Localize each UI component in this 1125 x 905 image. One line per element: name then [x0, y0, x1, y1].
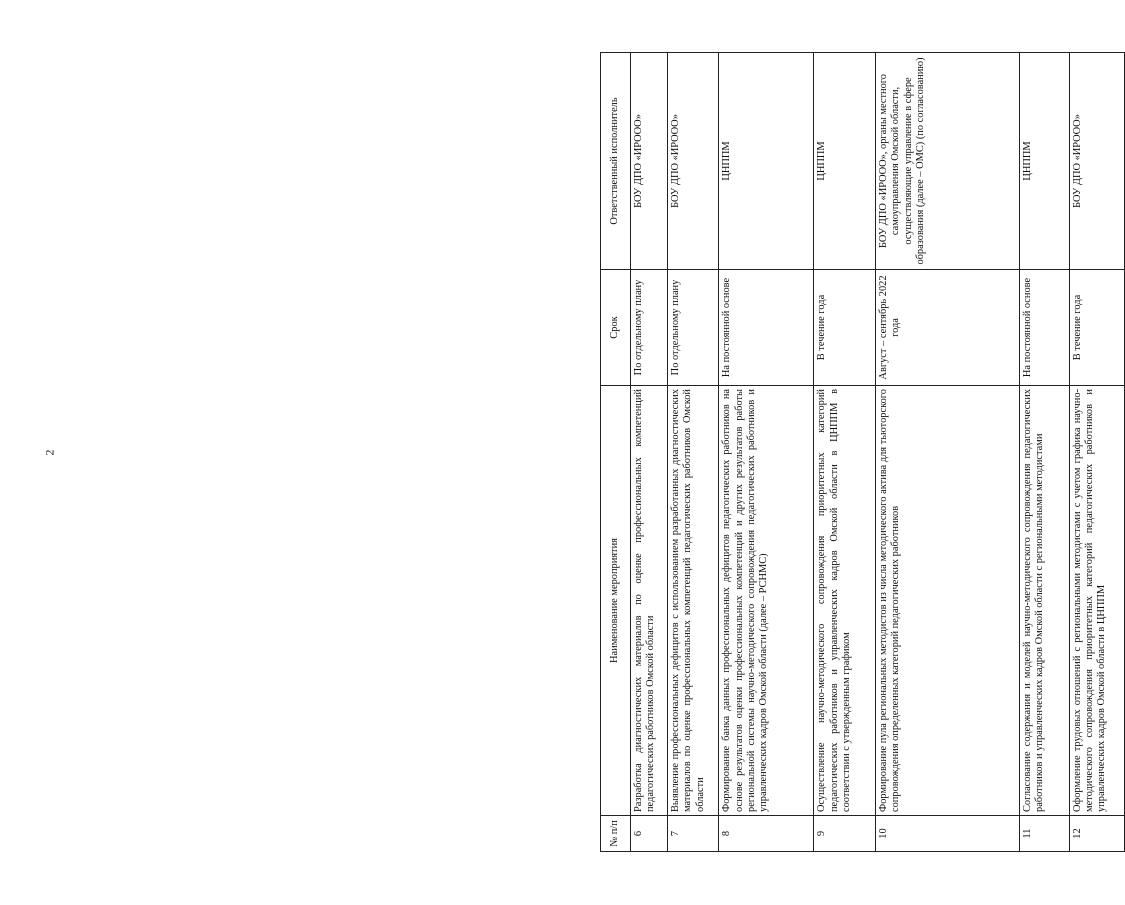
row-name: Оформление трудовых отношений с региональными методистами с учетом графика научно-методического сопровождения приоритетных категорий педагогических работников и управленческих кадров Омской области в ЦНППМ — [1069, 386, 1125, 816]
row-name: Формирование банка данных профессиональных дефицитов педагогических работников на основе результатов оценки профессиональных компетенций и других результатов работы региональной системы научно-методического сопровождения педагогических работников и управленческих кадров Омской области (далее – РСНМС) — [719, 386, 814, 816]
table-row — [667, 53, 719, 852]
row-num: 11 — [1020, 816, 1069, 852]
row-num: 6 — [631, 816, 668, 852]
events-table — [600, 52, 1125, 852]
header-term: Срок — [601, 270, 631, 386]
row-executor: ЦНППМ — [814, 53, 876, 270]
row-name: Разработка диагностических материалов по оценке профессиональных компетенций педагогических работников Омской области — [631, 386, 668, 816]
row-name: Осуществление научно-методического сопровождения приоритетных категорий педагогических работников и управленческих кадров Омской области в ЦНППМ в соответствии с утвержденным графиком — [814, 386, 876, 816]
table-row — [814, 53, 876, 852]
row-term: На постоянной основе — [1020, 270, 1069, 386]
row-num: 9 — [814, 816, 876, 852]
row-term: Август – сентябрь 2022 года — [876, 270, 1020, 386]
row-name: Выявление профессиональных дефицитов с использованием разработанных диагностических материалов по оценке профессиональных компетенций педагогических работников Омской области — [667, 386, 719, 816]
row-executor: ЦНППМ — [1020, 53, 1069, 270]
row-executor: ЦНППМ — [719, 53, 814, 270]
table-row — [1020, 53, 1069, 852]
header-num: № п/п — [601, 816, 631, 852]
row-executor: БОУ ДПО «ИРООО» — [631, 53, 668, 270]
row-num: 12 — [1069, 816, 1125, 852]
table-row — [876, 53, 1020, 852]
row-name: Формирование пула региональных методистов из числа методического актива для тьюторского сопровождения определенных категорий педагогических работников — [876, 386, 1020, 816]
row-term: В течение года — [814, 270, 876, 386]
table-row — [719, 53, 814, 852]
row-num: 7 — [667, 816, 719, 852]
row-executor: БОУ ДПО «ИРООО», органы местного самоуправления Омской области, осуществляющие управление в сфере образования (далее – ОМС) (по согласованию) — [876, 53, 1020, 270]
row-term: В течение года — [1069, 270, 1125, 386]
page-number: 2 — [42, 449, 57, 456]
header-name: Наименование мероприятия — [601, 386, 631, 816]
row-term: По отдельному плану — [631, 270, 668, 386]
rotated-table-container — [600, 52, 1125, 852]
table-row — [631, 53, 668, 852]
table-row — [1069, 53, 1125, 852]
row-term: По отдельному плану — [667, 270, 719, 386]
table-header-row — [601, 53, 631, 852]
row-executor: БОУ ДПО «ИРООО» — [1069, 53, 1125, 270]
row-num: 8 — [719, 816, 814, 852]
row-executor: БОУ ДПО «ИРООО» — [667, 53, 719, 270]
header-executor: Ответственный исполнитель — [601, 53, 631, 270]
row-term: На постоянной основе — [719, 270, 814, 386]
row-num: 10 — [876, 816, 1020, 852]
row-name: Согласование содержания и моделей научно-методического сопровождения педагогических работников и управленческих кадров Омской области с региональными методистами — [1020, 386, 1069, 816]
